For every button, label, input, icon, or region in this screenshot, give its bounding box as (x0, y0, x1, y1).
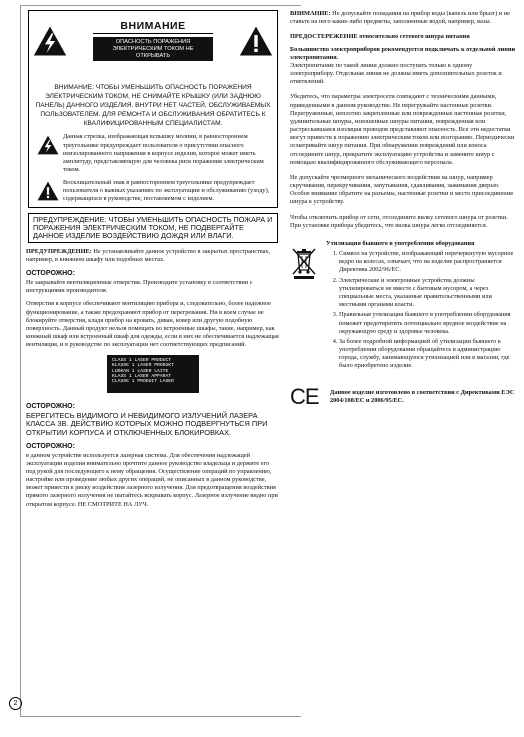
power-text: Электропитание по такой линии должно поступать только к одному электроприбору. Отдельная линия не должна иметь дополнительных розеток и ответвлений. (290, 61, 502, 86)
exclaim-text: Восклицательный знак в равностороннем треугольнике предупреждает пользователя о важных указаниях по эксплуатации и обслуживанию (уходу), содержащихся в руководстве, поставляемом с изделием. (63, 178, 270, 202)
warning-box (28, 10, 278, 208)
page-number: 2 (9, 697, 22, 710)
lightning-text: Данная стрелка, изображающая вспышку молнии, в равностороннем треугольнике предупреждает пользователя о присутствии опасного неизолированного напряжения в корпусе изделия, которое может иметь амплитуду, представляющую для человека риск поражения электрическим током. (63, 133, 264, 173)
ventilation-text: Отверстия в корпусе обеспечивают вентиляцию прибора и, следовательно, более надежное функционирование, а также предохраняют прибор от перегревания. Ни в коем случае не блокируйте отверстия, кладя прибор на кровать, диван, ковер или другую подобную поверхность. Данный продукт нельзя помещать во встроенные шкафы, такие, например, как книжный шкаф или встроенный шкаф для одежды, если в них не обеспечивается надлежащая вентиляция, и в руководстве по эксплуатации нет соответствующих предписаний. (26, 300, 279, 348)
exclamation-small-icon (37, 181, 59, 201)
ce-mark-icon: CE (290, 383, 319, 409)
laser-class-label (107, 355, 199, 393)
warning-title-block (93, 20, 213, 61)
lightning-small-icon (37, 135, 59, 155)
warning-title: ВНИМАНИЕ (93, 20, 213, 34)
shock-label: ОПАСНОСТЬ ПОРАЖЕНИЯ ЭЛЕКТРИЧЕСКИМ ТОКОМ НЕ ОТКРЫВАТЬ (93, 37, 213, 61)
laser-line: LUOKAN 1 LASER LAITE (112, 368, 169, 374)
list-item: 4. За более подробной информацией об утилизации бывшего в употреблении оборудования обращайтесь в администрацию города, службу, занимающуюся утилизацией или в магазин, где было приобретено изделие. (339, 338, 516, 371)
ce-section (290, 383, 516, 412)
fire-caution-box: ПРЕДУПРЕЖДЕНИЕ: ЧТОБЫ УМЕНЬШИТЬ ОПАСНОСТЬ ПОЖАРА И ПОРАЖЕНИЯ ЭЛЕКТРИЧЕСКИМ ТОКОМ, НЕ ПОДВЕРГАЙТЕ ДАННОЕ ИЗДЕЛИЕ ВОЗДЕЙСТВИЮ ДОЖДЯ ИЛИ ВЛАГИ. (28, 213, 278, 244)
caution2-text: БЕРЕГИТЕСЬ ВИДИМОГО И НЕВИДИМОГО ИЗЛУЧЕНИЙ ЛАЗЕРА КЛАССА 3B. ДЕЙСТВИЮ КОТОРЫХ МОЖНО ПОДВЕРГНУТЬСЯ ПРИ ОТКРЫТИИ КОРПУСА И ОТКЛЮЧЕННЫХ БЛОКИРОВКАХ. (26, 410, 268, 437)
caution2-heading: ОСТОРОЖНО: (26, 402, 75, 410)
left-column (26, 10, 280, 509)
laser-line: KLASSE 1 LASER PRODUKT (112, 363, 174, 369)
laser-line: CLASSE 1 PRODUIT LASER (112, 379, 174, 385)
caution3-text: в данном устройстве используется лазерная система. Для обеспечения надлежащей эксплуатации изделия внимательно прочтите данное руководство владельца и держите его под рукой для последующего к нему обращения. Осуществление операций по управлению, настройке или проведение любых других операций, не описанных в данном руководстве, может привести к риску воздействия лазерного излучения. Для предотвращения воздействия прямого лазерного излучения не пытайтесь вскрывать корпус. Лазерное излучение видно при открытом корпусе. НЕ СМОТРИТЕ НА ЛУЧ. (26, 452, 278, 508)
warning-header (33, 14, 273, 82)
caution1-heading: ОСТОРОЖНО: (26, 270, 75, 278)
power-paragraph-4: Чтобы отключить прибор от сети, отсоедините вилку сетевого шнура от розетки. При установке прибора убедитесь, что вилка шнура легко отсоединяется. (290, 213, 508, 229)
exclaim-explanation (33, 179, 273, 203)
weee-section (290, 240, 516, 373)
power-heading: ПРЕДОСТЕРЕЖЕНИЕ относительно сетевого шнура питания (290, 33, 470, 41)
power-bold-text: Большинство электроприборов рекомендуется подключать к отдельной линии электропитания. (290, 45, 516, 61)
right-column (290, 10, 516, 411)
list-item: 3. Правильная утилизация бывшего в употреблении оборудования поможет предотвратить потенциально вредное воздействие на окружающую среду и здоровье человека. (339, 311, 516, 336)
install-warning (26, 248, 280, 264)
ce-text: Данное изделие изготовлено в соответствии с Директивами ЕЭС 2004/108/ЕС и 2006/95/ЕС. (330, 388, 515, 404)
water-warning (290, 10, 516, 26)
list-item: 1. Символ на устройстве, изображающий перечеркнутую мусорное ведро на колесах, означает, что на изделие распространяется Директива 2002/96/ЕС. (339, 250, 516, 275)
laser-line: CLASS 1 LASER PRODUCT (112, 357, 172, 363)
lightning-explanation (33, 133, 273, 173)
warning-main-text: ВНИМАНИЕ: ЧТОБЫ УМЕНЬШИТЬ ОПАСНОСТЬ ПОРАЖЕНИЯ ЭЛЕКТРИЧЕСКИМ ТОКОМ, НЕ СНИМАЙТЕ КРЫШКУ (ИЛИ ЗАДНЮЮ ПАНЕЛЬ) ДАННОГО ИЗДЕЛИЯ. ВНУТРИ НЕТ ЧАСТЕЙ, ОБСЛУЖИВАЕМЫХ ПОЛЬЗОВАТЕЛЕМ. ДЛЯ РЕМОНТА И ОБСЛУЖИВАНИЯ ОБРАТИТЕСЬ К КВАЛИФИЦИРОВАННЫМ СПЕЦИАЛИСТАМ. (35, 84, 271, 127)
caution1-text: Не закрывайте вентиляционные отверстия. Производите установку в соответствии с инструкциями производителя. (26, 279, 253, 295)
crossed-bin-icon (290, 246, 318, 280)
lightning-warning-icon (33, 24, 67, 58)
weee-list (326, 250, 516, 370)
exclamation-warning-icon (239, 24, 273, 58)
power-paragraph-2: Убедитесь, что параметры электросети совпадают с техническими данными, приведенными в данном руководстве. Не перегружайте настенные розетки. Перегруженные, неплотно закрепленные или поврежденные настенные розетки, удлинительные шнуры, изношенные шнуры питания, поврежденная или растрескавшаяся изоляция проводов представляют опасность. Все эти недостатки могут привести к поражению электрическим током или возгоранию. Периодически осматривайте шнур питания. При обнаружении повреждений или износа отсоедините шнур, прекратите эксплуатацию устройства и замените шнур с помощью квалифицированного обслуживающего персонала. (290, 93, 515, 166)
install-text: Не устанавливайте данное устройство в закрытых пространствах, например, в книжном шкафу или подобных местах. (26, 248, 271, 264)
water-label: ВНИМАНИЕ: (290, 10, 331, 17)
install-label: ПРЕДУПРЕЖДЕНИЕ: (26, 248, 92, 256)
caution3-heading: ОСТОРОЖНО: (26, 443, 75, 451)
weee-list-block (326, 240, 516, 373)
weee-heading: Утилизация бывшего в употреблении оборудования (326, 239, 475, 247)
water-text: Не допускайте попадания на прибор воды (капель или брызг) и не ставьте на него какие-либо предметы, заполненные водой, например, вазы. (290, 10, 510, 26)
list-item: 2. Электрические и электронные устройства должны утилизироваться не вместе с бытовым мусором, а через специальные места, указанные правительственными или местными органами власти. (339, 277, 516, 310)
power-paragraph-3: Не допускайте чрезмерного механического воздействия на шнур, например скручивания, перекручивания, запутывания, сдавливания, зажимания дверью. Особое внимание обратите на разъемы, настенные розетки и место присоединения шнура к устройству. (290, 173, 513, 206)
laser-line: KLASS 1 LASER APPARAT (112, 373, 172, 379)
